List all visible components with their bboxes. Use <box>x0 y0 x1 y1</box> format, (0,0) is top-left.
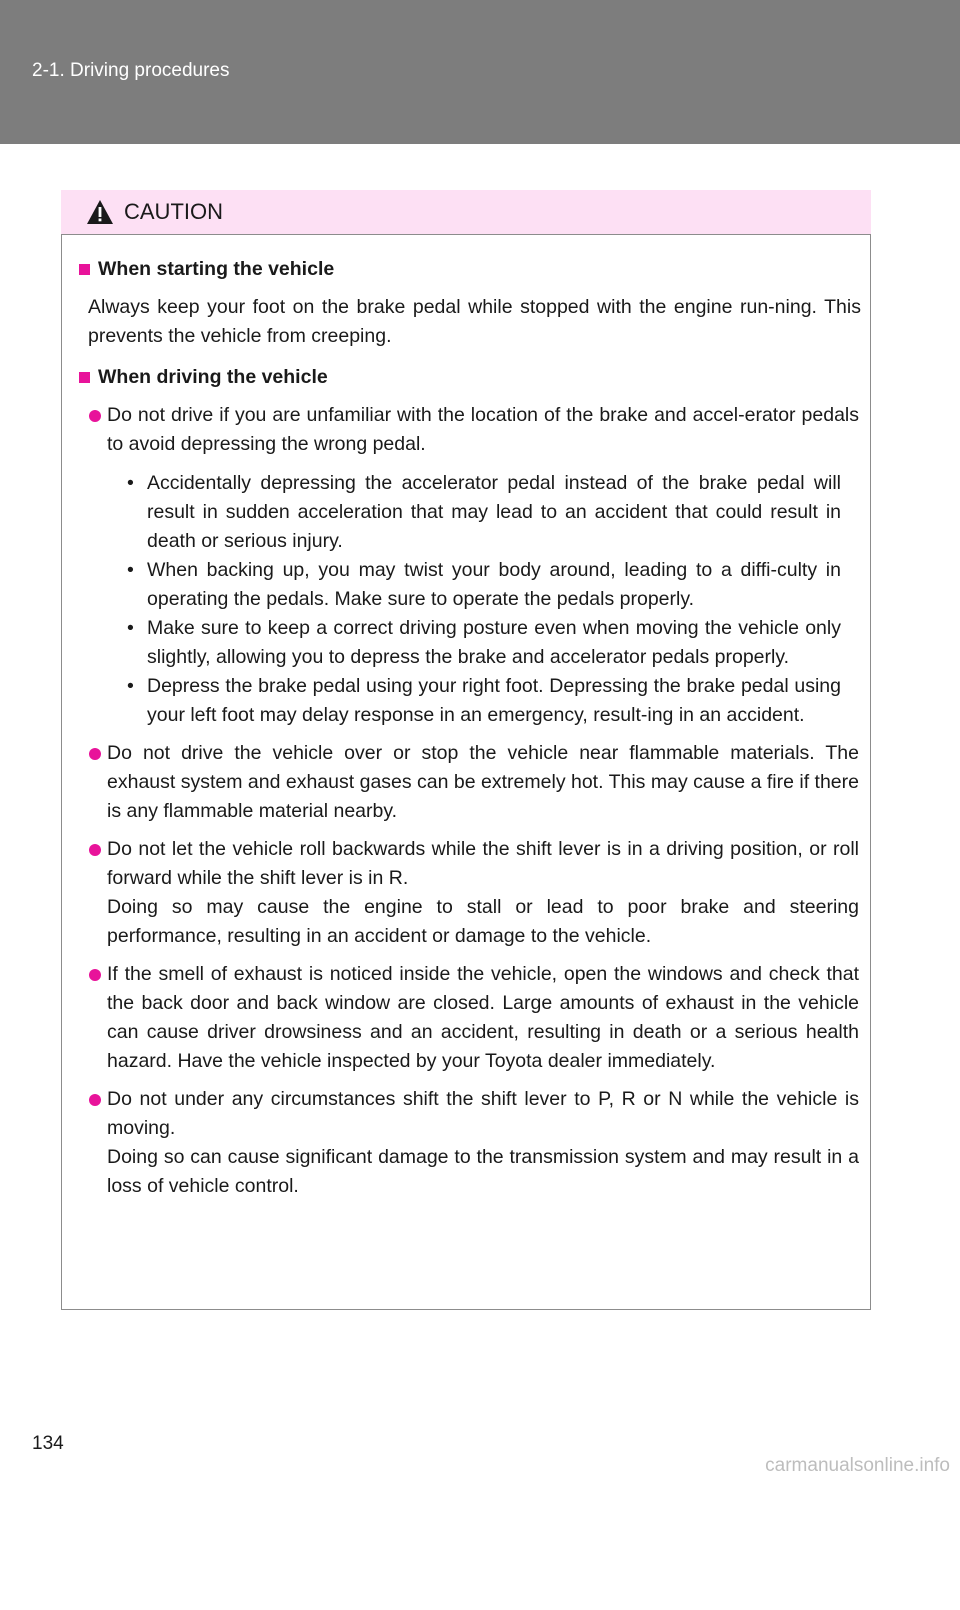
bullet-item: Do not let the vehicle roll backwards while the shift lever is in a driving position, or roll forward while the shift lever is in R. Doing so may cause the engine to stall or lead to poor brake and steering performance, resulting in an accident or damage to the vehicle. <box>107 835 861 951</box>
warning-icon <box>86 199 114 225</box>
sub-list-item: • Accidentally depressing the accelerator pedal instead of the brake pedal will result in sudden acceleration that may lead to an accident that could result in death or serious injury. <box>127 469 841 556</box>
bullet-dot-icon <box>89 1094 101 1106</box>
paragraph: Always keep your foot on the brake pedal while stopped with the engine run-ning. This prevents the vehicle from creeping. <box>88 296 861 347</box>
watermark: carmanualsonline.info <box>765 1455 950 1476</box>
caution-body <box>61 235 871 1201</box>
page-number: 134 <box>32 1433 64 1454</box>
sub-list <box>127 469 861 730</box>
section-heading: When starting the vehicle <box>79 255 861 284</box>
sub-list-item: • Make sure to keep a correct driving posture even when moving the vehicle only slightly, allowing you to depress the brake and accelerator pedals properly. <box>127 614 841 672</box>
sub-list-item: • Depress the brake pedal using your right foot. Depressing the brake pedal using your left foot may delay response in an emergency, result-ing in an accident. <box>127 672 841 730</box>
caution-header <box>61 190 871 235</box>
caution-box <box>61 190 871 1610</box>
section-title: 2-1. Driving procedures <box>32 60 230 81</box>
square-bullet-icon <box>79 264 90 275</box>
square-bullet-icon <box>79 372 90 383</box>
caution-title: CAUTION <box>124 199 223 224</box>
bullet-item: Do not under any circumstances shift the shift lever to P, R or N while the vehicle is moving. Doing so can cause significant damage to the transmission system and may result in a loss of vehicle control. <box>107 1085 861 1201</box>
bullet-dot-icon <box>89 969 101 981</box>
bullet-dot-icon <box>89 748 101 760</box>
bullet-dot-icon <box>89 410 101 422</box>
bullet-dot-icon <box>89 844 101 856</box>
section-heading: When driving the vehicle <box>79 363 861 392</box>
bullet-item: Do not drive the vehicle over or stop the vehicle near flammable materials. The exhaust system and exhaust gases can be extremely hot. This may cause a fire if there is any flammable material nearby. <box>107 739 861 826</box>
page-header <box>0 0 960 144</box>
sub-list-item: • When backing up, you may twist your body around, leading to a diffi-culty in operating the pedals. Make sure to operate the pedals properly. <box>127 556 841 614</box>
bullet-item: Do not drive if you are unfamiliar with the location of the brake and accel-erator pedals to avoid depressing the wrong pedal. <box>107 401 861 459</box>
bullet-item: If the smell of exhaust is noticed inside the vehicle, open the windows and check that the back door and back window are closed. Large amounts of exhaust in the vehicle can cause driver drowsiness and an accident, resulting in death or a serious health hazard. Have the vehicle inspected by your Toyota dealer immediately. <box>107 960 861 1076</box>
